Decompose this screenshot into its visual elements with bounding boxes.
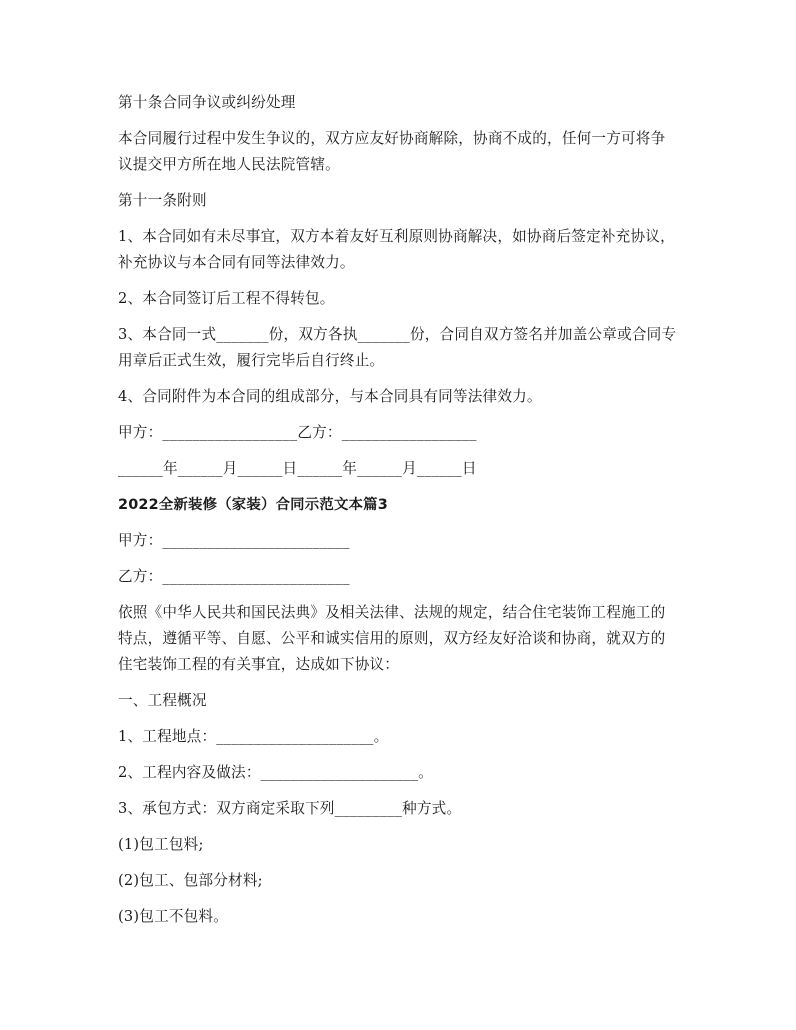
paragraph-preamble: 依照《中华人民共和国民法典》及相关法律、法规的规定，结合住宅装饰工程施工的特点，遵循平等、自愿、公平和诚实信用的原则，双方经友好洽谈和协商，就双方的住宅装饰工程的有关事宜，达成如下协议： bbox=[118, 604, 666, 673]
document-page bbox=[118, 90, 678, 940]
paragraph-clause-1: 1、本合同如有未尽事宜，双方本着友好互利原则协商解决，如协商后签定补充协议，补充协议与本合同有同等法律效力。 bbox=[118, 228, 675, 271]
document-title: 2022全新装修（家装）合同示范文本篇3 bbox=[118, 497, 388, 513]
paragraph-clause-3: 3、本合同一式_______份，双方各执_______份，合同自双方签名并加盖公章或合同专用章后正式生效，履行完毕后自行终止。 bbox=[118, 326, 677, 369]
signature-line-dates: ______年______月______日______年______月______日 bbox=[118, 460, 477, 477]
party-a-line: 甲方：_________________________ bbox=[118, 532, 350, 549]
paragraph-dispute-body: 本合同履行过程中发生争议的，双方应友好协商解除，协商不成的，任何一方可将争议提交甲方所在地人民法院管辖。 bbox=[118, 130, 666, 173]
item-contract-method: 3、承包方式：双方商定采取下列_________种方式。 bbox=[118, 800, 462, 817]
option-2: (2)包工、包部分材料; bbox=[118, 872, 263, 889]
item-project-location: 1、工程地点：_____________________。 bbox=[118, 728, 389, 745]
option-1: (1)包工包料; bbox=[118, 836, 204, 853]
section-heading-appendix: 第十一条附则 bbox=[118, 192, 207, 209]
section-heading-overview: 一、工程概况 bbox=[118, 692, 207, 709]
party-b-line: 乙方：_________________________ bbox=[118, 568, 350, 585]
option-3: (3)包工不包料。 bbox=[118, 908, 229, 925]
item-project-content: 2、工程内容及做法：_____________________。 bbox=[118, 764, 433, 781]
paragraph-clause-4: 4、合同附件为本合同的组成部分，与本合同具有同等法律效力。 bbox=[118, 388, 542, 405]
signature-line-parties: 甲方：__________________乙方：__________________ bbox=[118, 424, 477, 441]
section-heading-dispute: 第十条合同争议或纠纷处理 bbox=[118, 94, 296, 111]
paragraph-clause-2: 2、本合同签订后工程不得转包。 bbox=[118, 290, 335, 307]
